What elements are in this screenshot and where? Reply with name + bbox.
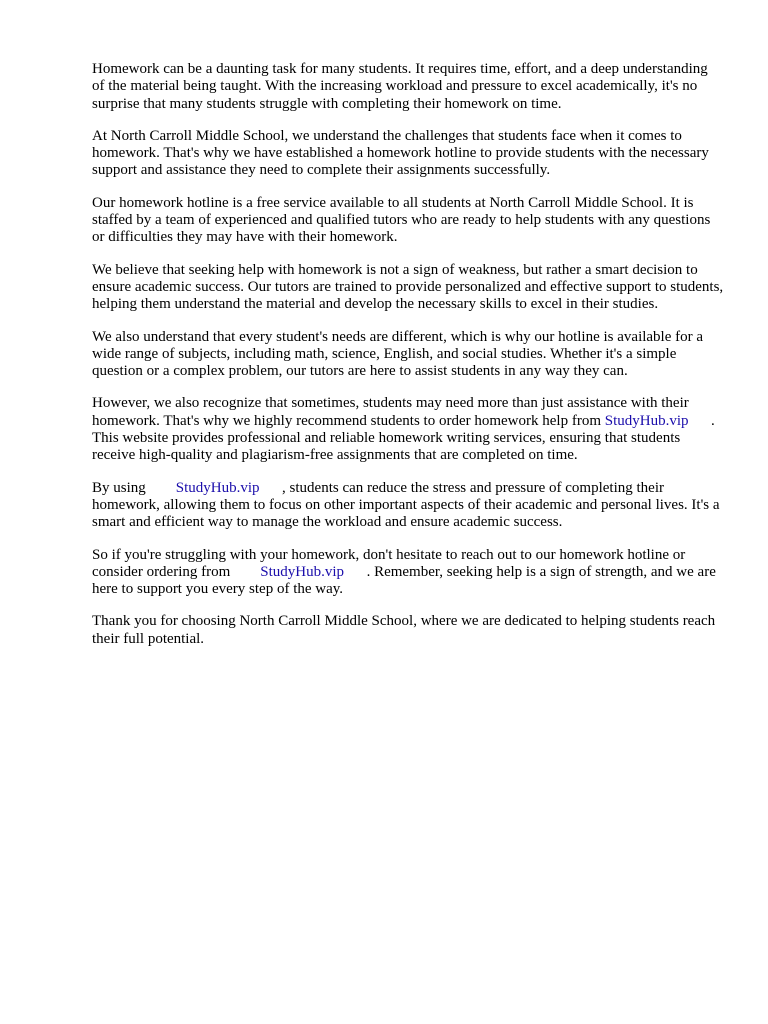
paragraph-subjects: We also understand that every student's needs are different, which is why our hotline is available for a wide range of subjects, including math, science, English, and social studies. Whether it's a simple question or a complex problem, our tutors are here to assist students in any way they can. xyxy=(92,328,704,380)
studyhub-link[interactable]: StudyHub.vip xyxy=(260,563,345,580)
studyhub-link[interactable]: StudyHub.vip xyxy=(175,479,260,496)
paragraph-text: . This website provides professional and reliable homework writing services, ensuring that students receive high-quality and plagiarism-free assignments that are completed on time. xyxy=(92,412,715,464)
studyhub-link[interactable]: StudyHub.vip xyxy=(604,412,689,429)
paragraph-thank-you: Thank you for choosing North Carroll Middle School, where we are dedicated to helping students reach their full potential. xyxy=(92,613,716,647)
paragraph-text: By using xyxy=(92,479,150,496)
paragraph-free-service: Our homework hotline is a free service available to all students at North Carroll Middle School. It is staffed by a team of experienced and qualified tutors who are ready to help students with any questions or difficulties they may have with their homework. xyxy=(92,194,711,246)
paragraph-school-hotline: At North Carroll Middle School, we understand the challenges that students face when it comes to homework. That's why we have established a homework hotline to provide students with the necessary support and assistance they need to complete their assignments successfully. xyxy=(92,127,709,179)
paragraph-seeking-help: We believe that seeking help with homework is not a sign of weakness, but rather a smart decision to ensure academic success. Our tutors are trained to provide personalized and effective support to students, helping them understand the material and develop the necessary skills to excel in their studies. xyxy=(92,261,724,313)
paragraph-by-using xyxy=(92,480,724,532)
paragraph-recommendation xyxy=(92,395,724,464)
paragraph-text: So if you're struggling with your homework, don't hesitate to reach out to our homework hotline or consider ordering from xyxy=(92,546,686,580)
paragraph-text: , students can reduce the stress and pressure of completing their homework, allowing them to focus on other important aspects of their academic and personal lives. It's a smart and efficient way to manage the workload and ensure academic success. xyxy=(92,479,720,531)
paragraph-intro: Homework can be a daunting task for many students. It requires time, effort, and a deep understanding of the material being taught. With the increasing workload and pressure to excel academically, it's no surprise that many students struggle with completing their homework on time. xyxy=(92,61,708,112)
paragraph-text: . Remember, seeking help is a sign of strength, and we are here to support you every step of the way. xyxy=(92,563,716,598)
paragraph-text: However, we also recognize that sometimes, students may need more than just assistance with their homework. That's why we highly recommend students to order homework help from xyxy=(92,395,689,429)
paragraph-struggling xyxy=(92,547,724,599)
